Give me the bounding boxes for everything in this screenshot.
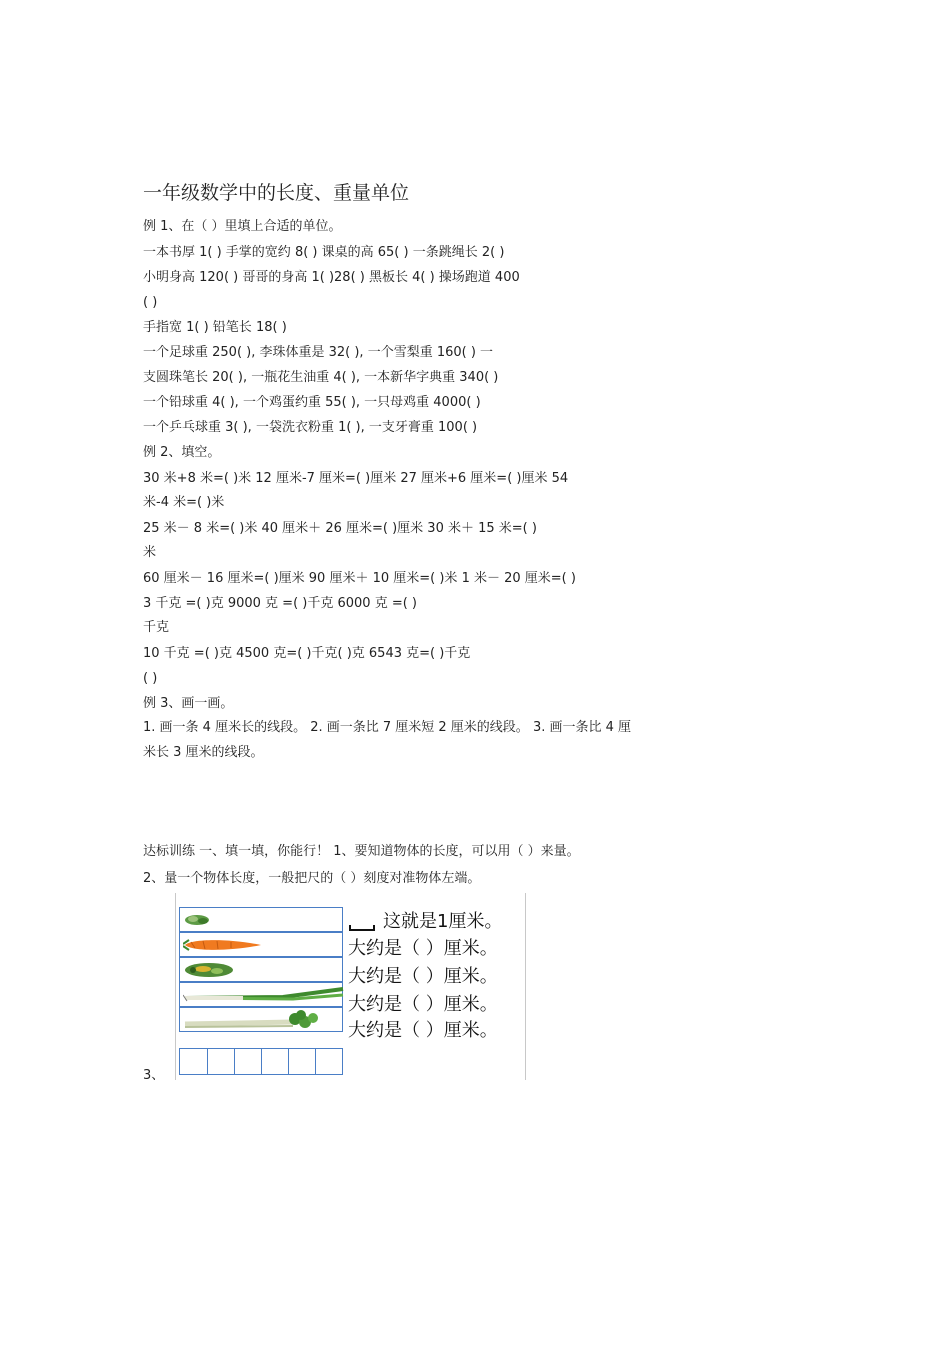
cm-ruler [179, 1048, 343, 1075]
worksheet-line: 1. 画一条 4 厘米长的线段。 2. 画一条比 7 厘米短 2 厘米的线段。 3. 画一条比 4 厘 [143, 720, 632, 735]
worksheet-line: 一个足球重 250( ), 李珠体重是 32( ), 一个雪梨重 160( ) 一 [143, 345, 494, 360]
worksheet-line: 千克 [143, 620, 170, 635]
worksheet-line: 例 1、在（ ）里填上合适的单位。 [143, 219, 342, 234]
answer-row: 大约是（ ）厘米。 [348, 938, 498, 959]
carrot-icon [183, 936, 263, 954]
vegetable-icon [183, 911, 213, 927]
worksheet-line: 30 米+8 米=( )米 12 厘米-7 厘米=( )厘米 27 厘米+6 厘米=( )厘米 54 [143, 471, 569, 486]
worksheet-line: 3、 [143, 1068, 165, 1083]
worksheet-line: ( ) [143, 671, 158, 686]
worksheet-line: 60 厘米－ 16 厘米=( )厘米 90 厘米＋ 10 厘米=( )米 1 米－ 20 厘米=( ) [143, 571, 576, 586]
worksheet-line: 2、量一个物体长度，一般把尺的（ ）刻度对准物体左端。 [143, 871, 481, 886]
ruler-tick [315, 1049, 316, 1074]
worksheet-line: 例 2、填空。 [143, 445, 221, 460]
worksheet-line: 3 千克 =( )克 9000 克 =( )千克 6000 克 =( ) [143, 596, 418, 611]
worksheet-line: 一个乒乓球重 3( ), 一袋洗衣粉重 1( ), 一支牙膏重 100( ) [143, 420, 478, 435]
green-onion-icon [183, 985, 345, 1005]
worksheet-line: 米 [143, 545, 157, 560]
celery-icon [183, 1010, 323, 1032]
cucumber-icon [183, 961, 237, 979]
worksheet-line: 一个铅球重 4( ), 一个鸡蛋约重 55( ), 一只母鸡重 4000( ) [143, 395, 481, 410]
answer-row: 大约是（ ）厘米。 [348, 966, 498, 987]
worksheet-line: 25 米－ 8 米=( )米 40 厘米＋ 26 厘米=( )厘米 30 米＋ 15 米=( ) [143, 521, 537, 536]
one-cm-marker [349, 925, 375, 931]
worksheet-line: ( ) [143, 295, 158, 310]
worksheet-line: 小明身高 120( ) 哥哥的身高 1( )28( ) 黑板长 4( ) 操场跑道 400 [143, 270, 520, 285]
ruler-tick [234, 1049, 235, 1074]
worksheet-line: 10 千克 =( )克 4500 克=( )千克( )克 6543 克=( )千克 [143, 646, 471, 661]
worksheet-line: 手指宽 1( ) 铅笔长 18( ) [143, 320, 287, 335]
figure-border-right [525, 893, 526, 1080]
worksheet-line: 达标训练 一、填一填，你能行！ 1、要知道物体的长度，可以用（ ）来量。 [143, 844, 580, 859]
ruler-tick [207, 1049, 208, 1074]
answer-row: 大约是（ ）厘米。 [348, 1020, 498, 1041]
worksheet-line: 米-4 米=( )米 [143, 495, 225, 510]
ruler-tick [288, 1049, 289, 1074]
measurement-figure [175, 893, 526, 1080]
answer-row: 大约是（ ）厘米。 [348, 994, 498, 1015]
worksheet-line: 米长 3 厘米的线段。 [143, 745, 264, 760]
worksheet-line: 一本书厚 1( ) 手掌的宽约 8( ) 课桌的高 65( ) 一条跳绳长 2( ) [143, 245, 505, 260]
worksheet-line: 例 3、画一画。 [143, 696, 234, 711]
page-title: 一年级数学中的长度、重量单位 [143, 182, 410, 204]
worksheet-line: 支圆珠笔长 20( ), 一瓶花生油重 4( ), 一本新华字典重 340( ) [143, 370, 499, 385]
ruler-tick [261, 1049, 262, 1074]
figure-border-left [175, 893, 176, 1080]
measurement-grid [179, 907, 343, 1075]
figure-legend: 这就是1厘米。 [383, 911, 503, 932]
